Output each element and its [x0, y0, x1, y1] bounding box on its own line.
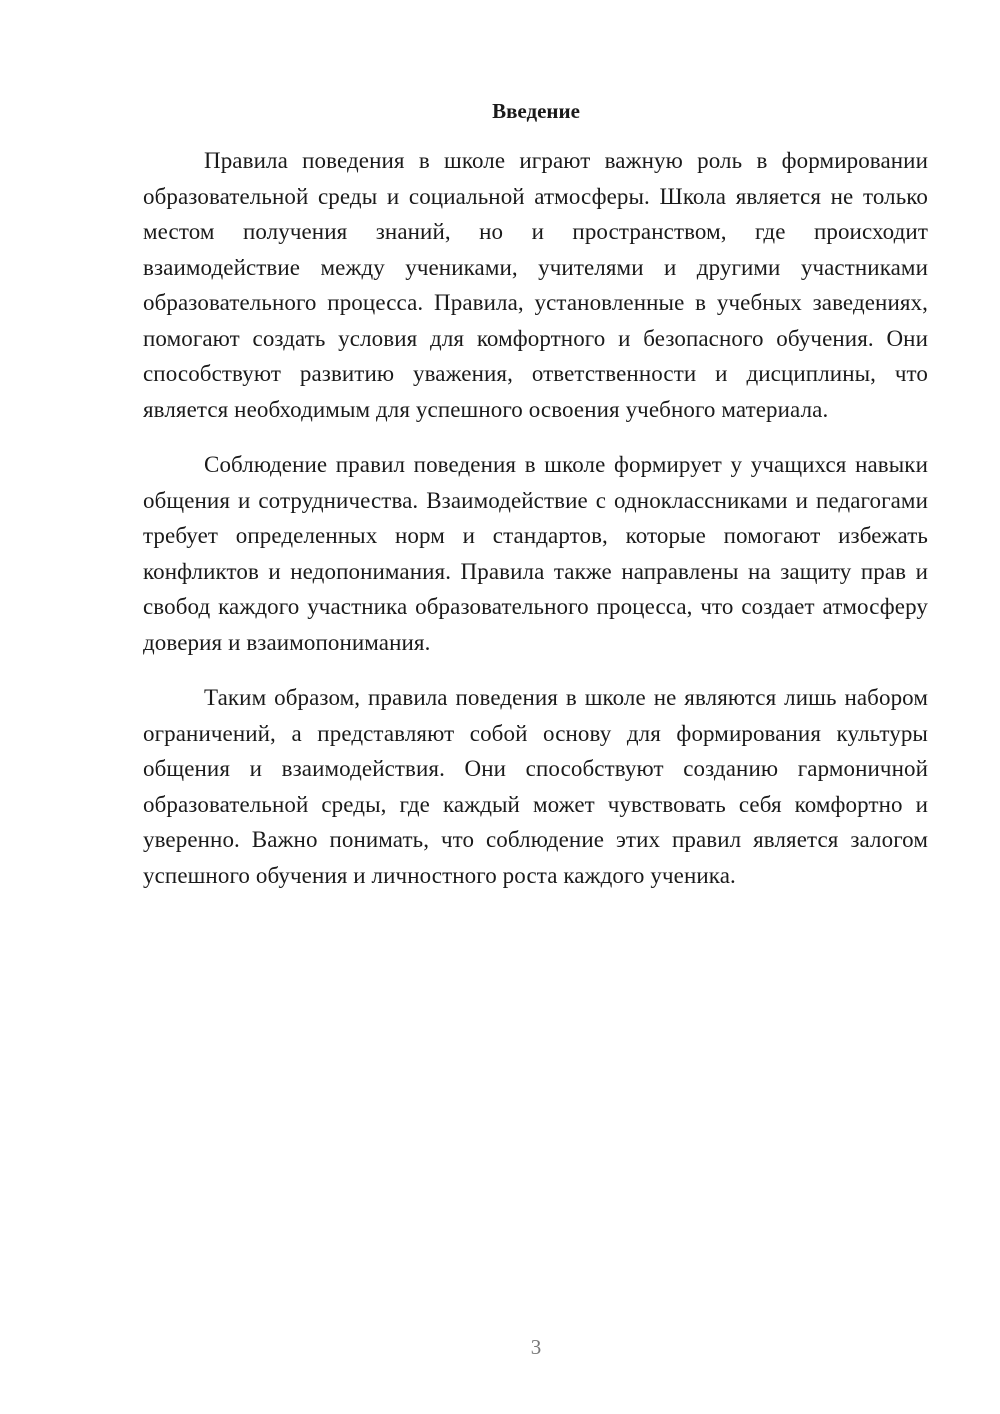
paragraph-3: Таким образом, правила поведения в школе не являются лишь набором ограничений, а представляют собой основу для формирования культуры общения и взаимодействия. Они способствуют созданию гармоничной образовательной среды, где каждый может чувствовать себя комфортно и уверенно. Важно понимать, что соблюдение этих правил является залогом успешного обучения и личностного роста каждого ученика.: [143, 685, 928, 888]
page-number: 3: [530, 1335, 542, 1359]
body-text: [143, 143, 928, 913]
section-heading: Введение: [492, 99, 580, 123]
paragraph-1: Правила поведения в школе играют важную роль в формировании образовательной среды и социальной атмосферы. Школа является не только местом получения знаний, но и пространством, где происходит взаимодействие между учениками, учителями и другими участниками образовательного процесса. Правила, установленные в учебных заведениях, помогают создать условия для комфортного и безопасного обучения. Они способствуют развитию уважения, ответственности и дисциплины, что является необходимым для успешного освоения учебного материала.: [143, 148, 928, 422]
paragraph-2: Соблюдение правил поведения в школе формирует у учащихся навыки общения и сотрудничества. Взаимодействие с одноклассниками и педагогами требует определенных норм и стандартов, которые помогают избежать конфликтов и недопонимания. Правила также направлены на защиту прав и свобод каждого участника образовательного процесса, что создает атмосферу доверия и взаимопонимания.: [143, 452, 928, 655]
